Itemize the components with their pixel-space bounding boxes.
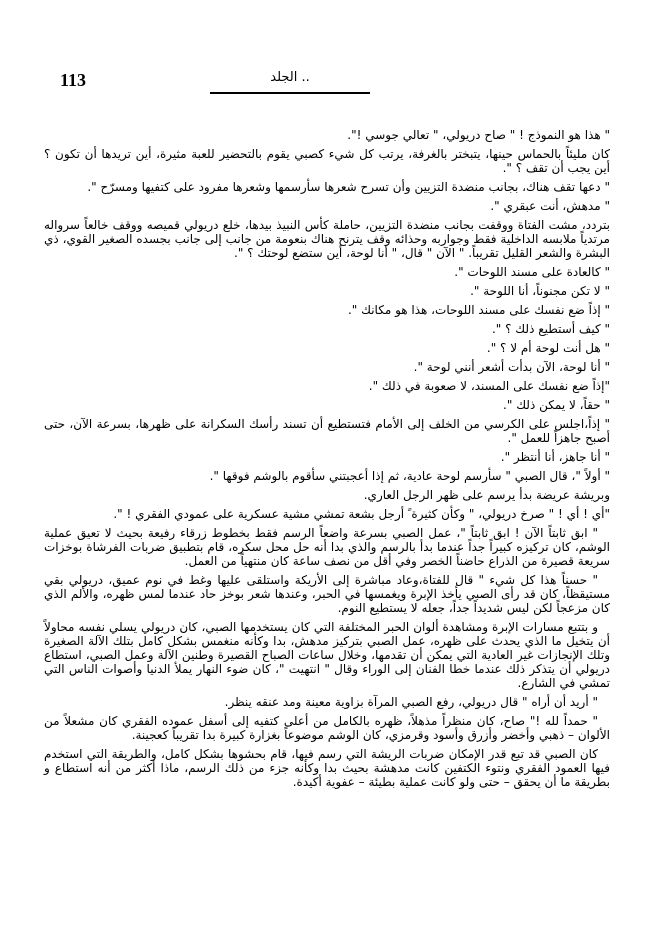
paragraph: بتردد، مشت الفتاة ووقفت بجانب منضدة التزيين، حاملة كأس النبيذ بيدها، خلع دريولي قميصه ووقف خالعاً سرواله مرتدياً ملابسه الداخلية فقط وجواربه وحذائه وقف يترنح هناك بنعومة من جانب إلى جانب بجسده الصغير القوي، ذي البشرة والشعر القليل تقريباً. " الآن " قال، " أنا لوحة، أين ستضع لوحتك ؟ ".	[44, 218, 610, 260]
page-number: 113	[60, 70, 87, 90]
paragraph: " كالعادة على مسند اللوحات ".	[454, 265, 610, 279]
header-rule	[210, 92, 370, 94]
paragraph: " هل أنت لوحة أم لا ؟ ".	[486, 341, 610, 355]
paragraph: "إذاً ضع نفسك على المسند، لا صعوبة في ذلك ".	[368, 379, 610, 393]
paragraph: كان الصبي قد تبع قدر الإمكان ضربات الريشة التي رسم فيها، قام بحشوها بشكل كامل، والطريقة التي استخدم فيها العمود الفقري ونتوء الكتفين كانت مدهشة بحيث بدا وكأنه جزء من ذلك الرسم، ماذا أكثر من أنه استطاع و بطريقة ما أن يحقق – حتى ولو كانت عملية بطيئة – عفوية أكيدة.	[44, 747, 610, 789]
paragraph: " هذا هو النموذج ! " صاح دريولي، " تعالي جوسي !".	[347, 128, 610, 142]
running-title: الجلد ..	[270, 70, 310, 85]
paragraph: "أي ! أي ! " صرخ دريولي، " وكأن كثيرة ً أرجل بشعة تمشي مشية عسكرية على عمودي الفقري ! ".	[113, 507, 610, 521]
paragraph: " حقاً، لا يمكن ذلك ".	[503, 398, 610, 412]
paragraph: " إذاً ضع نفسك على مسند اللوحات، هذا هو مكانك ".	[347, 303, 610, 317]
paragraph: " أنا لوحة، الآن بدأت أشعر أنني لوحة ".	[413, 360, 610, 374]
paragraph: " كيف أستطيع ذلك ؟ ".	[491, 322, 610, 336]
paragraph: " حسناً هذا كل شيء " قال للفتاة،وعاد مباشرة إلى الأريكة واستلقى عليها وغط في نوم عميق، دريولي بقي مستيقظاً، كان قد رأى الصبي يأخذ الإبرة ويغمسها في الحبر، وعندها شعر بوخز حاد عندما لمس ظهره، والألم الذي كان مزعجاً لكن ليس شديداً جداً، جعله لا يستطيع النوم.	[44, 573, 610, 615]
paragraph: و بتتبع مسارات الإبرة ومشاهدة ألوان الحبر المختلفة التي كان يستخدمها الصبي، كان دريولي يسلي نفسه محاولاً أن يتخيل ما الذي يحدث على ظهره، عمل الصبي بتركيز مدهش، بدا وكأنه منغمس بشكل كامل بتلك الآلة الصغيرة وتلك الإنجازات غير العادية التي يمكن أن تقدمها، وخلال ساعات الصباح القصيرة وطنين الآلة وعمل الصبي، استطاع دريولي أن يتذكر ذلك عندما خطا الفنان إلى الوراء وقال " انتهيت "، كان ضوء النهار يملأ الدنيا وأصوات الناس التي تمشي في الشارع.	[44, 620, 610, 690]
paragraph: " حمداً لله !" صاح، كان منظراً مذهلاً، ظهره بالكامل من أعلى كتفيه إلى أسفل عموده الفقري كان مشعلاً من الألوان – ذهبي وأخضر وأزرق وأسود وقرمزي، كان الوشم موضوعاً بغزارة كبيرة بدا تقريباً كعجينة.	[44, 714, 610, 742]
paragraph: " أنا جاهز، أنا أنتظر ".	[500, 450, 610, 464]
paragraph: وبريشة عريضة بدأ يرسم على ظهر الرجل العاري.	[363, 488, 610, 502]
page-header	[60, 70, 620, 100]
paragraph: " ابق ثابتاً الآن ! ابق ثابتاً "، عمل الصبي بسرعة واضعاً الرسم فقط بخطوط زرقاء رفيعة بحيث لا تعيق عملية الوشم، كان تركيزه كبيراً جداً عندما بدأ بالرسم والذي بدا أنه حل محل سكره، قام بتطبيق ضربات الفرشاة بوخزات سريعة قصيرة من الذراع حاضناً الخصر وفي أقل من نصف ساعة كان منتهياً من العمل.	[44, 526, 610, 568]
paragraph: " أولاً "، قال الصبي " سأرسم لوحة عادية، ثم إذا أعجبتني سأقوم بالوشم فوقها ".	[209, 469, 610, 483]
paragraph: " مدهش، أنت عبقري ".	[490, 199, 610, 213]
body-text	[44, 128, 610, 794]
paragraph: " إذاً،اجلس على الكرسي من الخلف إلى الأمام فتستطيع أن تسند رأسك السكرانة على ظهرها، بسرعة الآن، حتى أصبح جاهزاً للعمل ".	[44, 417, 610, 445]
paragraph: " دعها تقف هناك، بجانب منضدة التزيين وأن تسرح شعرها سأرسمها وشعرها مفرود على كتفيها ومسرّح ".	[87, 180, 610, 194]
paragraph: كان مليئاً بالحماس حينها، يتبختر بالغرفة، يرتب كل شيء كصبي يقوم بالتحضير للعبة مثيرة، أين تريدها أن تكون ؟ أين يجب أن تقف ؟ ".	[44, 147, 610, 175]
paragraph: " أريد أن أراه " قال دريولي، رفع الصبي المرآة بزاوية معينة ومد عنقه ينظر.	[224, 695, 598, 709]
paragraph: " لا تكن مجنوناً، أنا اللوحة ".	[470, 284, 610, 298]
